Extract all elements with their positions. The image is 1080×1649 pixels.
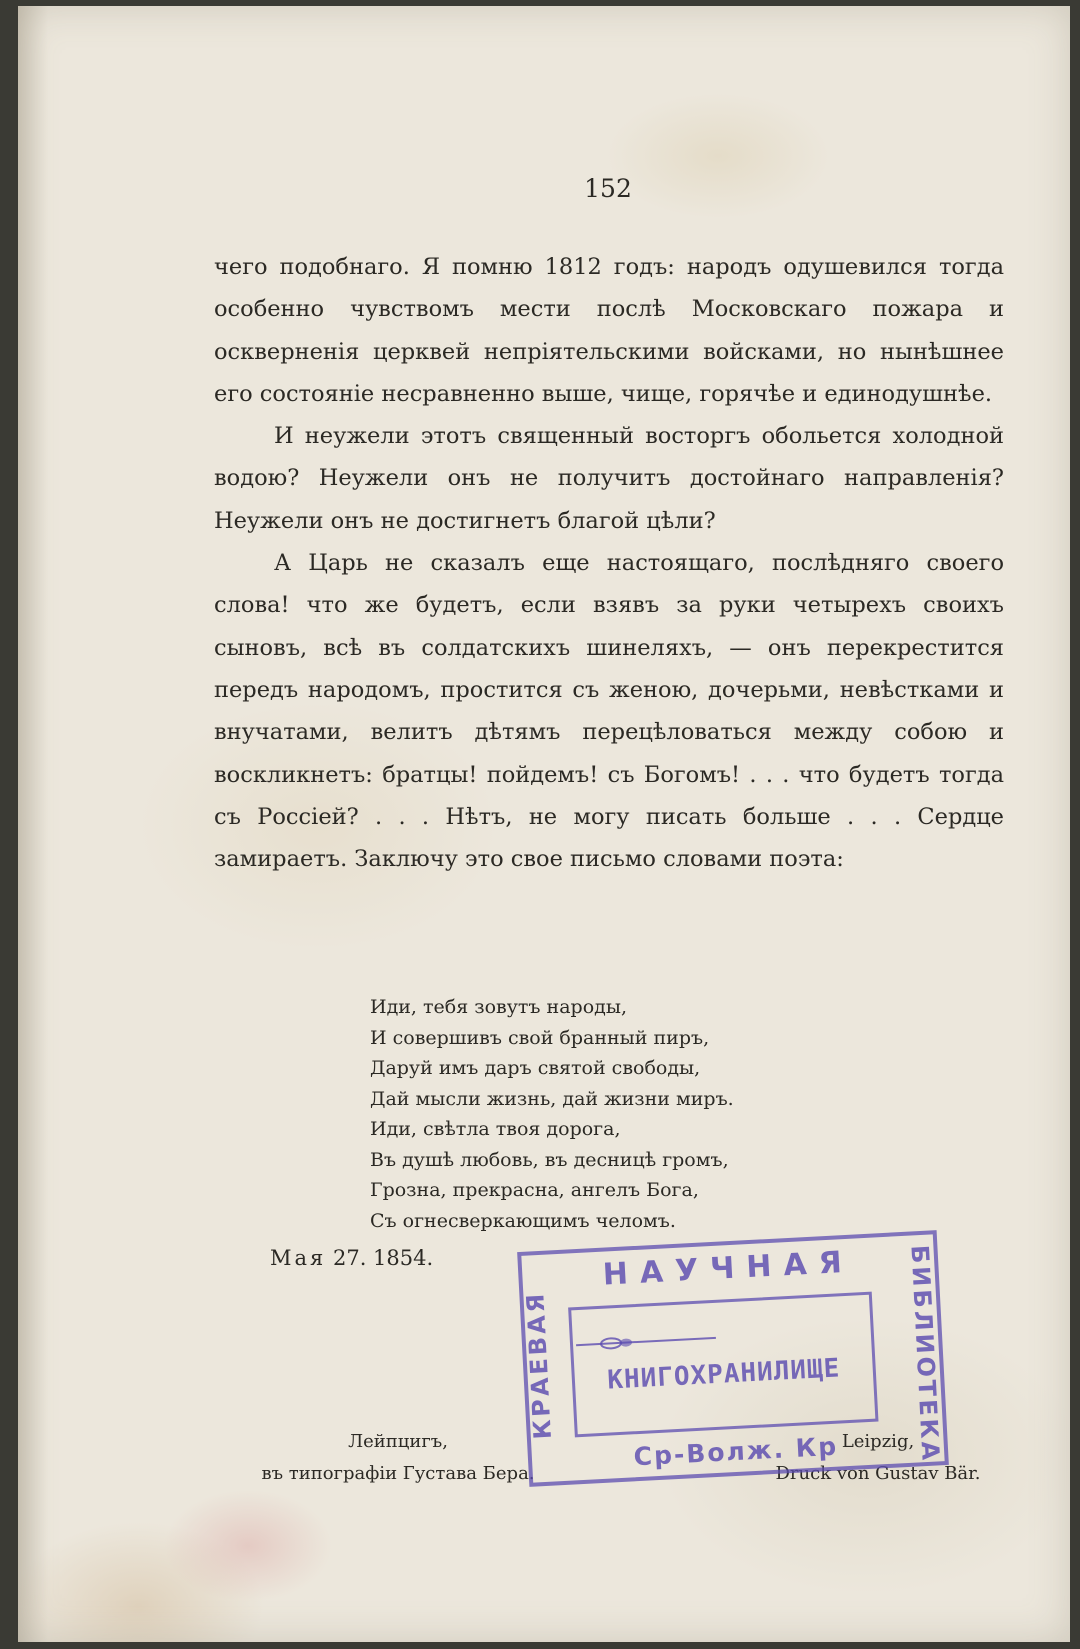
stamp-top-text: НАУЧНАЯ (601, 1244, 855, 1293)
paragraph-3: А Царь не сказалъ еще настоящаго, послѣдняго своего слова! что же будетъ, если взявъ за руки четырехъ своихъ сыновъ, всѣ въ солдатскихъ шинеляхъ, — онъ перекрестится передъ народомъ, простится съ женою, дочерьми, невѣстками и внучатами, велитъ дѣтямъ перецѣловаться между собою и воскликнетъ: братцы! пойдемъ! съ Богомъ! . . . что будетъ тогда съ Россіей? . . . Нѣтъ, не могу писать больше . . . Сердце замираетъ. Заключу это свое письмо словами поэта: (214, 550, 1004, 873)
poem-line: Грозна, прекрасна, ангелъ Бога, (370, 1179, 699, 1201)
poem-line: Въ душѣ любовь, въ десницѣ громъ, (370, 1148, 729, 1171)
date-month: Мая (270, 1246, 327, 1270)
poem-line: И совершивъ свой бранный пиръ, (370, 1026, 710, 1049)
imprint-city-de: Leipzig, (841, 1431, 915, 1452)
poem-line: Съ огнесверкающимъ челомъ. (370, 1209, 676, 1232)
poem-line: Дай мысли жизнь, дай жизни миръ. (370, 1087, 734, 1110)
stamp-bottom-text: Ср-Волж. Кр (632, 1431, 839, 1472)
library-stamp (517, 1230, 949, 1487)
book-page (18, 6, 1070, 1642)
page-number: 152 (584, 174, 632, 203)
imprint-russian (218, 1426, 578, 1490)
poem-line: Иди, тебя зовутъ народы, (370, 996, 628, 1018)
imprint-printer-de: Druck von Gustav Bär. (775, 1463, 981, 1484)
paragraph-1: чего подобнаго. Я помню 1812 годъ: народъ одушевился тогда особенно чувствомъ мести послѣ Московскаго пожара и оскверненія церквей непріятельскими войсками, но нынѣшнее его состояніе несравненно выше, чище, горячѣе и единодушнѣе. (214, 254, 1004, 407)
stamp-middle-text: КНИГОХРАНИЛИЩЕ (606, 1353, 842, 1396)
paragraph-2: И неужели этотъ священный восторгъ обольется холодной водою? Неужели онъ не получитъ достойнаго направленія? Неужели онъ не достигнетъ благой цѣли? (214, 423, 1004, 534)
main-text (214, 246, 1004, 880)
poem-line: Иди, свѣтла твоя дорога, (370, 1118, 621, 1140)
stamp-right-text: БИБЛИОТЕКА (905, 1244, 945, 1464)
date-day-year: 27. 1854. (332, 1246, 434, 1270)
letter-date (270, 1246, 433, 1270)
poem-quote (370, 992, 734, 1236)
poem-line: Даруй имъ даръ святой свободы, (370, 1057, 701, 1079)
imprint-city-ru: Лейпцигъ, (348, 1431, 448, 1452)
imprint-printer-ru: въ типографіи Густава Бера. (261, 1463, 535, 1484)
stamp-left-text: КРАЕВАЯ (521, 1290, 557, 1441)
